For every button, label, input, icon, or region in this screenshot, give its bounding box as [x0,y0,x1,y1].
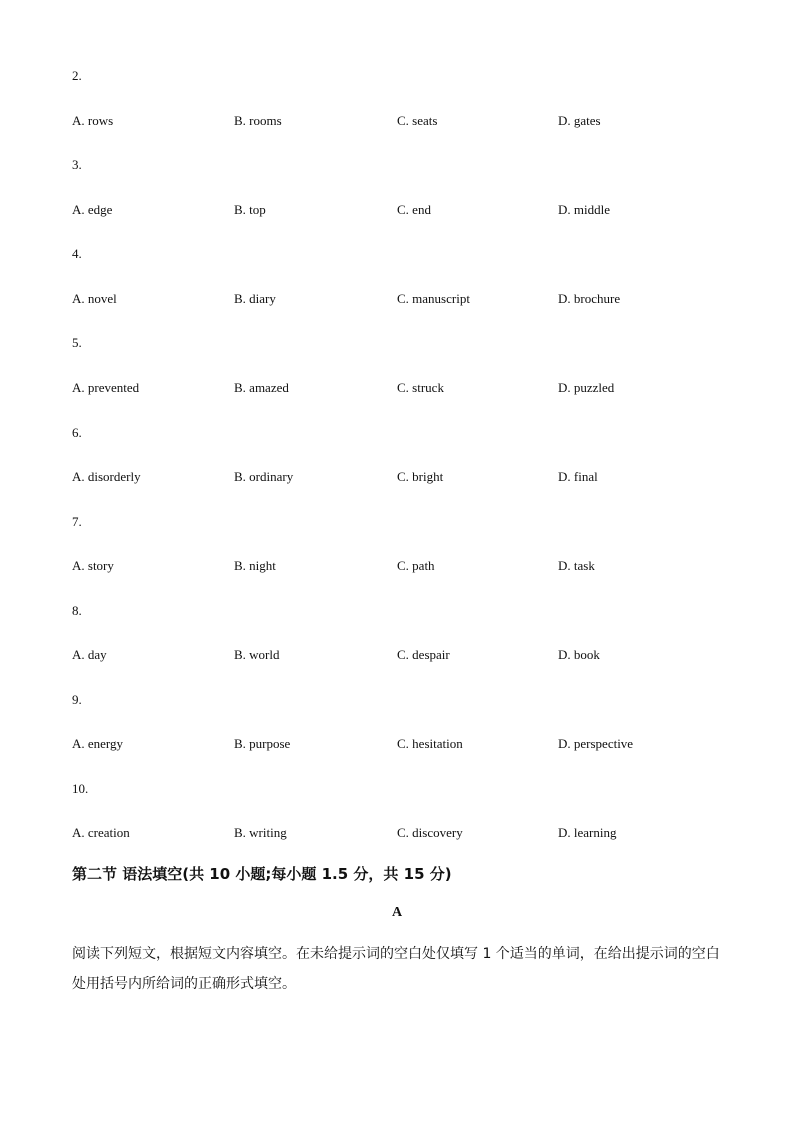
option-c: C. bright [397,469,444,484]
option-c: C. hesitation [397,736,463,751]
option-b: B. writing [234,825,287,840]
question-number: 4. [72,246,82,261]
option-b: B. purpose [234,736,291,751]
option-d: D. brochure [558,291,621,306]
question-number: 5. [72,335,82,350]
option-d: D. final [558,469,598,484]
question-number: 2. [72,68,82,83]
option-b: B. top [234,202,266,217]
options-row [0,647,794,663]
option-d: D. perspective [558,736,634,751]
instruction-line: 处用括号内所给词的正确形式填空。 [72,976,296,992]
option-d: D. middle [558,202,610,217]
option-a: A. rows [72,113,114,128]
options-row [0,469,794,485]
option-b: B. ordinary [234,469,294,484]
option-c: C. discovery [397,825,463,840]
question-number: 9. [72,692,82,707]
option-d: D. learning [558,825,617,840]
options-row [0,825,794,841]
option-a: A. disorderly [72,469,141,484]
option-a: A. edge [72,202,113,217]
options-row [0,202,794,218]
instruction-line: 阅读下列短文，根据短文内容填空。在未给提示词的空白处仅填写 1 个适当的单词，在给出提示词的空白 [72,946,720,962]
question-number: 8. [72,603,82,618]
option-a: A. day [72,647,107,662]
part-label: A [391,905,403,920]
question-number: 6. [72,425,82,440]
section-title: 第二节 语法填空(共 10 小题;每小题 1.5 分，共 15 分) [72,865,452,883]
options-row [0,736,794,752]
option-a: A. prevented [72,380,140,395]
options-row [0,380,794,396]
option-c: C. end [397,202,431,217]
options-row [0,558,794,574]
option-d: D. puzzled [558,380,615,395]
option-c: C. path [397,558,435,573]
option-c: C. struck [397,380,444,395]
option-b: B. rooms [234,113,282,128]
question-number: 3. [72,157,82,172]
option-c: C. seats [397,113,438,128]
option-c: C. manuscript [397,291,470,306]
option-d: D. task [558,558,595,573]
option-d: D. book [558,647,600,662]
question-number: 7. [72,514,82,529]
option-c: C. despair [397,647,450,662]
question-number: 10. [72,781,89,796]
option-a: A. story [72,558,114,573]
option-d: D. gates [558,113,601,128]
option-b: B. amazed [234,380,289,395]
option-a: A. energy [72,736,124,751]
options-row [0,291,794,307]
option-b: B. night [234,558,276,573]
option-a: A. novel [72,291,117,306]
option-b: B. world [234,647,280,662]
option-a: A. creation [72,825,130,840]
option-b: B. diary [234,291,276,306]
options-row [0,113,794,129]
